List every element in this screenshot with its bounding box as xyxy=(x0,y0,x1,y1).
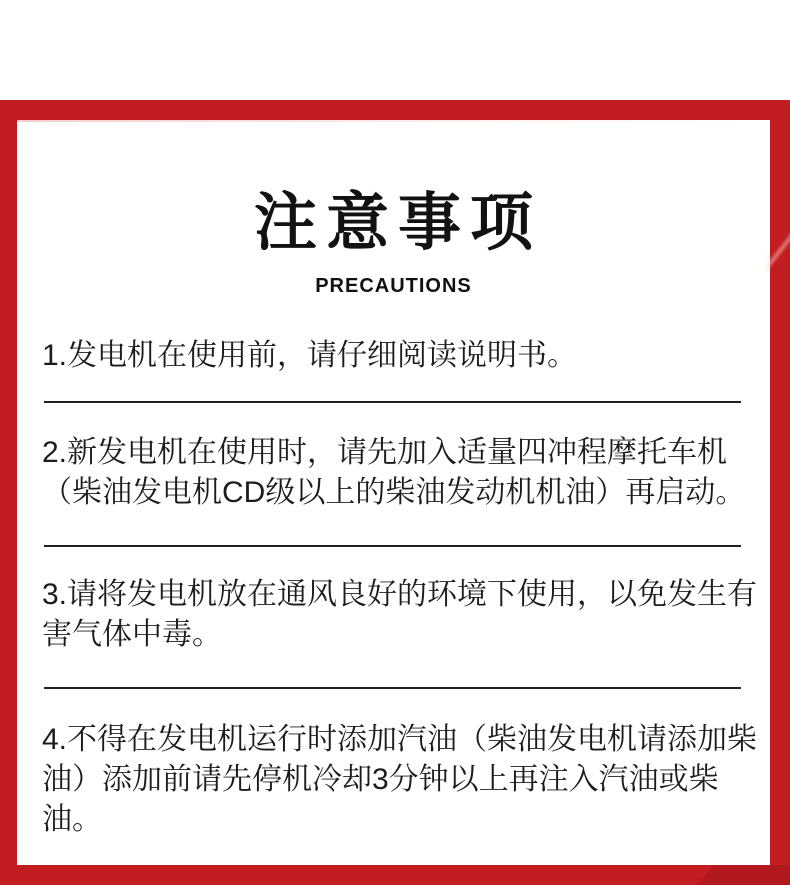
precaution-item-1: 1.发电机在使用前，请仔细阅读说明书。 xyxy=(42,339,578,372)
precaution-item-2: 2.新发电机在使用时，请先加入适量四冲程摩托车机（柴油发电机CD级以上的柴油发动机机油）再启动。 xyxy=(42,436,746,509)
precaution-item-4: 4.不得在发电机运行时添加汽油（柴油发电机请添加柴油）添加前请先停机冷却3分钟以上再注入汽油或柴油。 xyxy=(42,723,758,836)
frame-bottom-shade xyxy=(688,865,790,885)
section-subtitle: PRECAUTIONS xyxy=(315,275,472,297)
precaution-item-3: 3.请将发电机放在通风良好的环境下使用，以免发生有害气体中毒。 xyxy=(42,578,758,651)
divider xyxy=(44,401,741,403)
divider xyxy=(44,545,741,547)
divider xyxy=(44,687,741,689)
red-frame xyxy=(0,100,790,885)
frame-inner-highlight xyxy=(17,120,770,122)
content-panel xyxy=(17,120,770,865)
section-title: 注意事项 xyxy=(254,188,542,258)
